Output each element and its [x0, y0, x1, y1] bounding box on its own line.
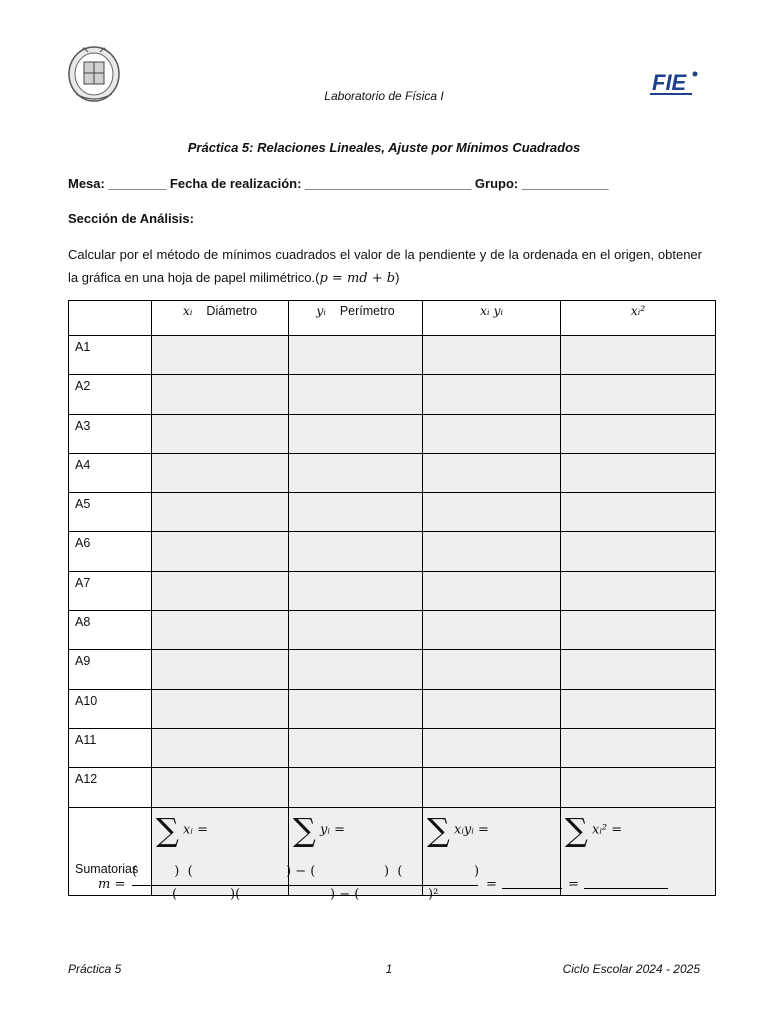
data-y-cell[interactable] — [289, 375, 423, 414]
data-y-cell[interactable] — [289, 414, 423, 453]
row-label: A4 — [69, 453, 152, 492]
instructions — [68, 243, 702, 290]
data-x2-cell[interactable] — [561, 768, 716, 807]
linear-equation: p = md + b — [319, 271, 396, 286]
row-label: A2 — [69, 375, 152, 414]
table-header-row — [69, 301, 716, 336]
table-row — [69, 768, 716, 807]
row-label: A11 — [69, 728, 152, 767]
fie-logo — [648, 66, 702, 102]
footer-right: Ciclo Escolar 2024 - 2025 — [562, 962, 700, 976]
data-y-cell[interactable] — [289, 768, 423, 807]
section-title: Sección de Análisis: — [68, 211, 194, 226]
data-y-cell[interactable] — [289, 650, 423, 689]
sum-x-cell[interactable]: ∑ xᵢ = — [152, 807, 289, 895]
data-x2-cell[interactable] — [561, 414, 716, 453]
data-x-cell[interactable] — [152, 453, 289, 492]
data-xy-cell[interactable] — [423, 375, 561, 414]
formula-num-end: ) — [474, 864, 480, 879]
table-row — [69, 336, 716, 375]
formula-den-left: ( — [172, 887, 178, 902]
row-label: A12 — [69, 768, 152, 807]
data-x-cell[interactable] — [152, 336, 289, 375]
data-xy-cell[interactable] — [423, 571, 561, 610]
fraction-bar — [132, 885, 478, 886]
formula-den-right: ) − ( — [330, 887, 360, 902]
data-x-cell[interactable] — [152, 611, 289, 650]
data-x-cell[interactable] — [152, 375, 289, 414]
page-number: 1 — [385, 962, 393, 976]
data-x-cell[interactable] — [152, 728, 289, 767]
row-label: A5 — [69, 493, 152, 532]
table-row — [69, 728, 716, 767]
data-x-cell[interactable] — [152, 768, 289, 807]
data-y-cell[interactable] — [289, 532, 423, 571]
table-row — [69, 453, 716, 492]
header-empty-cell — [69, 301, 152, 336]
practice-title: Práctica 5: Relaciones Lineales, Ajuste por Mínimos Cuadrados — [187, 140, 581, 155]
formula-equals-2: = — [568, 877, 579, 892]
least-squares-table — [68, 300, 716, 896]
row-label: A9 — [69, 650, 152, 689]
data-x2-cell[interactable] — [561, 650, 716, 689]
formula-den-end: )² — [428, 887, 439, 902]
formula-den-mid: )( — [230, 887, 241, 902]
formula-lhs: m = — [98, 877, 126, 892]
data-xy-cell[interactable] — [423, 453, 561, 492]
data-xy-cell[interactable] — [423, 768, 561, 807]
data-y-cell[interactable] — [289, 493, 423, 532]
data-xy-cell[interactable] — [423, 689, 561, 728]
row-label: A8 — [69, 611, 152, 650]
data-y-cell[interactable] — [289, 453, 423, 492]
table-row — [69, 532, 716, 571]
data-x2-cell[interactable] — [561, 493, 716, 532]
row-label: A10 — [69, 689, 152, 728]
data-y-cell[interactable] — [289, 336, 423, 375]
formula-num-left: ( ) ( — [132, 864, 193, 879]
data-x2-cell[interactable] — [561, 611, 716, 650]
header-perimeter: yᵢ Perímetro — [289, 301, 423, 336]
instructions-text: Calcular por el método de mínimos cuadrados el valor de la pendiente y de la ordenada en el origen, obtener la gráfica en una hoja de papel milimétrico.( — [68, 247, 702, 285]
header-xy: xᵢ yᵢ — [423, 301, 561, 336]
header-diameter: xᵢ Diámetro — [152, 301, 289, 336]
slope-formula — [98, 864, 678, 906]
data-x-cell[interactable] — [152, 493, 289, 532]
data-y-cell[interactable] — [289, 689, 423, 728]
table-row — [69, 375, 716, 414]
row-label: A1 — [69, 336, 152, 375]
data-xy-cell[interactable] — [423, 336, 561, 375]
intermediate-blank[interactable] — [502, 888, 562, 889]
sum-xy-cell[interactable]: ∑ xᵢyᵢ = — [423, 807, 561, 895]
lab-title: Laboratorio de Física I — [324, 89, 444, 103]
data-x2-cell[interactable] — [561, 453, 716, 492]
formula-equals-1: = — [486, 877, 497, 892]
data-x-cell[interactable] — [152, 532, 289, 571]
data-xy-cell[interactable] — [423, 728, 561, 767]
data-x2-cell[interactable] — [561, 689, 716, 728]
sum-y-cell[interactable]: ∑ yᵢ = — [289, 807, 423, 895]
table-row — [69, 493, 716, 532]
data-x2-cell[interactable] — [561, 728, 716, 767]
row-label: A6 — [69, 532, 152, 571]
data-x2-cell[interactable] — [561, 375, 716, 414]
footer-left: Práctica 5 — [68, 962, 122, 976]
data-xy-cell[interactable] — [423, 650, 561, 689]
data-x2-cell[interactable] — [561, 571, 716, 610]
info-line: Mesa: ________ Fecha de realización: _______________________ Grupo: ____________ — [68, 176, 609, 191]
data-x-cell[interactable] — [152, 689, 289, 728]
data-y-cell[interactable] — [289, 611, 423, 650]
data-xy-cell[interactable] — [423, 414, 561, 453]
svg-text:FIE: FIE — [652, 70, 687, 95]
data-y-cell[interactable] — [289, 728, 423, 767]
data-y-cell[interactable] — [289, 571, 423, 610]
sum-label: Sumatorias — [69, 807, 152, 895]
result-blank[interactable] — [584, 888, 668, 889]
data-xy-cell[interactable] — [423, 493, 561, 532]
table-row — [69, 611, 716, 650]
table-row — [69, 414, 716, 453]
formula-num-right: ) ( — [384, 864, 403, 879]
table-row — [69, 689, 716, 728]
data-x2-cell[interactable] — [561, 336, 716, 375]
sum-x2-cell[interactable]: ∑ xᵢ² = — [561, 807, 716, 895]
instructions-close: ) — [395, 270, 400, 285]
data-x-cell[interactable] — [152, 414, 289, 453]
row-label: A3 — [69, 414, 152, 453]
data-x-cell[interactable] — [152, 571, 289, 610]
header-x-squared: xᵢ² — [561, 301, 716, 336]
data-x-cell[interactable] — [152, 650, 289, 689]
data-x2-cell[interactable] — [561, 532, 716, 571]
table-row — [69, 571, 716, 610]
row-label: A7 — [69, 571, 152, 610]
data-xy-cell[interactable] — [423, 532, 561, 571]
formula-num-mid: ) − ( — [286, 864, 316, 879]
data-xy-cell[interactable] — [423, 611, 561, 650]
table-row — [69, 650, 716, 689]
